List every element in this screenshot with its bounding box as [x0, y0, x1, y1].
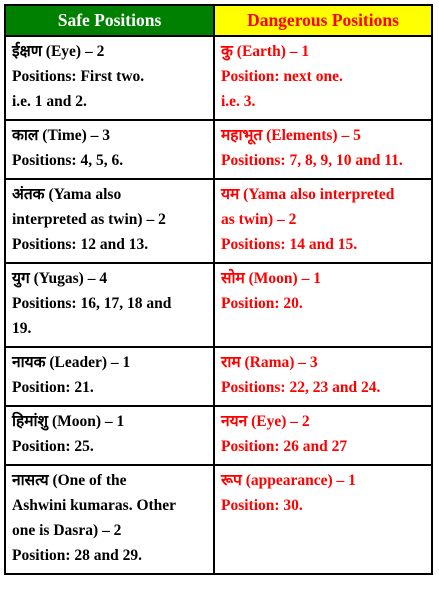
cell-line: Position: 26 and 27 — [221, 438, 348, 455]
safe-cell — [5, 465, 214, 574]
dangerous-cell — [214, 36, 432, 120]
safe-cell — [5, 120, 214, 179]
cell-line: as twin) – 2 — [221, 211, 297, 228]
safe-positions-header: Safe Positions — [5, 5, 214, 36]
cell-line: नायक (Leader) – 1 — [12, 354, 131, 371]
cell-line: राम (Rama) – 3 — [221, 354, 318, 371]
cell-line: interpreted as twin) – 2 — [12, 211, 166, 228]
table-row — [5, 406, 432, 465]
table-row — [5, 36, 432, 120]
cell-line: Ashwini kumaras. Other — [12, 497, 177, 514]
dangerous-cell — [214, 347, 432, 406]
table-row — [5, 120, 432, 179]
header-row — [5, 5, 432, 36]
cell-line: रूप (appearance) – 1 — [221, 472, 356, 489]
cell-line: 19. — [12, 320, 32, 337]
cell-line: हिमांशु (Moon) – 1 — [12, 413, 125, 430]
cell-line: Positions: 7, 8, 9, 10 and 11. — [221, 152, 403, 169]
cell-line: महाभूत (Elements) – 5 — [221, 127, 361, 144]
cell-line: काल (Time) – 3 — [12, 127, 111, 144]
table-row — [5, 179, 432, 263]
cell-line: अंतक (Yama also — [12, 186, 122, 203]
cell-line: यम (Yama also interpreted — [221, 186, 395, 203]
safe-cell — [5, 263, 214, 347]
cell-line: Position: next one. — [221, 68, 343, 85]
cell-line: i.e. 3. — [221, 93, 256, 110]
cell-line: Positions: 16, 17, 18 and — [12, 295, 172, 312]
cell-line: सोम (Moon) – 1 — [221, 270, 321, 287]
positions-table — [4, 4, 433, 575]
cell-line: Positions: 14 and 15. — [221, 236, 358, 253]
cell-line: नासत्य (One of the — [12, 472, 127, 489]
dangerous-cell — [214, 406, 432, 465]
cell-line: Positions: 22, 23 and 24. — [221, 379, 381, 396]
cell-line: Position: 20. — [221, 295, 303, 312]
cell-line: कु (Earth) – 1 — [221, 43, 310, 60]
cell-line: Positions: 4, 5, 6. — [12, 152, 124, 169]
safe-cell — [5, 36, 214, 120]
dangerous-positions-header: Dangerous Positions — [214, 5, 432, 36]
cell-line: i.e. 1 and 2. — [12, 93, 87, 110]
cell-line: one is Dasra) – 2 — [12, 522, 122, 539]
dangerous-cell — [214, 179, 432, 263]
table-row — [5, 263, 432, 347]
dangerous-cell — [214, 120, 432, 179]
cell-line: Position: 21. — [12, 379, 94, 396]
safe-cell — [5, 179, 214, 263]
cell-line: Position: 25. — [12, 438, 94, 455]
cell-line: युग (Yugas) – 4 — [12, 270, 108, 287]
table-row — [5, 347, 432, 406]
cell-line: Positions: First two. — [12, 68, 145, 85]
cell-line: Position: 30. — [221, 497, 303, 514]
safe-cell — [5, 406, 214, 465]
table-row — [5, 465, 432, 574]
cell-line: ईक्षण (Eye) – 2 — [12, 43, 105, 60]
dangerous-cell — [214, 465, 432, 574]
cell-line: Positions: 12 and 13. — [12, 236, 149, 253]
cell-line: Position: 28 and 29. — [12, 547, 143, 564]
cell-line: नयन (Eye) – 2 — [221, 413, 310, 430]
dangerous-cell — [214, 263, 432, 347]
safe-cell — [5, 347, 214, 406]
